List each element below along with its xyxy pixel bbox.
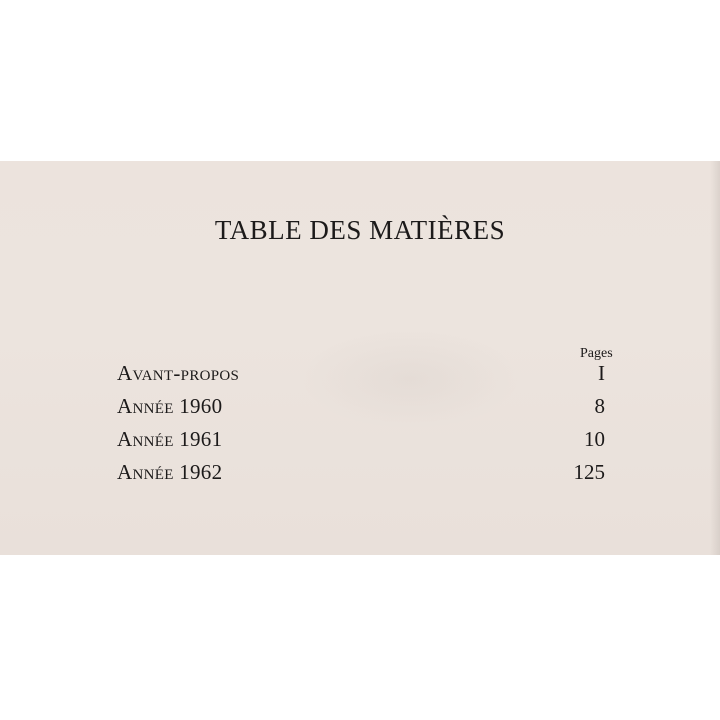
toc-entry-page: I bbox=[598, 361, 605, 385]
toc-entry-label: Année 1960 bbox=[117, 394, 223, 418]
page-title: TABLE DES MATIÈRES bbox=[214, 215, 506, 245]
toc-entry-label: Avant-propos bbox=[117, 361, 240, 385]
toc-entry-page: 10 bbox=[584, 427, 605, 451]
book-page bbox=[0, 161, 720, 555]
toc-entry-page: 8 bbox=[594, 394, 605, 418]
pages-column-header: Pages bbox=[580, 346, 613, 361]
toc-entry-label: Année 1961 bbox=[117, 427, 223, 451]
toc-entry bbox=[117, 427, 605, 455]
toc-entry-page: 125 bbox=[573, 460, 605, 484]
toc-entry bbox=[117, 361, 605, 389]
toc-entry-label: Année 1962 bbox=[117, 460, 223, 484]
toc-entry bbox=[117, 460, 605, 488]
toc-entry bbox=[117, 394, 605, 422]
